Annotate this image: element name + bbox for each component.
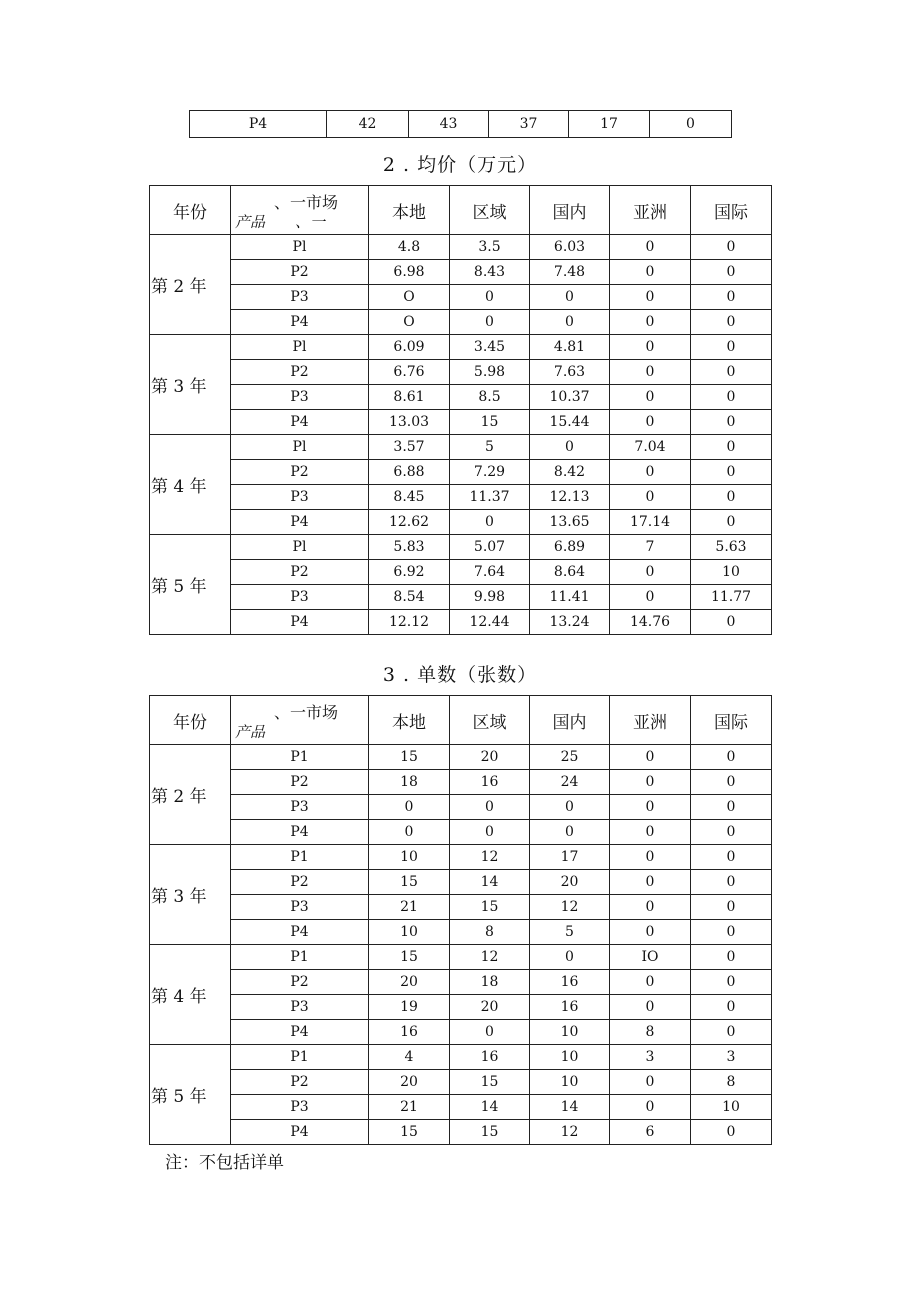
value-cell: 12.44 bbox=[450, 610, 530, 635]
market-header: 亚洲 bbox=[610, 696, 691, 745]
value-cell: 0 bbox=[691, 335, 772, 360]
value-cell: 18 bbox=[450, 970, 530, 995]
table-row bbox=[150, 795, 772, 820]
value-cell: 16 bbox=[450, 1045, 530, 1070]
value-cell: 0 bbox=[610, 745, 691, 770]
table-row bbox=[150, 1020, 772, 1045]
order-count-table bbox=[149, 695, 772, 1145]
product-cell: P1 bbox=[231, 845, 369, 870]
product-cell: P2 bbox=[231, 260, 369, 285]
value-cell: 43 bbox=[409, 111, 489, 138]
value-cell: 12.13 bbox=[530, 485, 610, 510]
value-cell: 37 bbox=[489, 111, 569, 138]
year-cell: 第 4 年 bbox=[150, 945, 231, 1045]
value-cell: 11.37 bbox=[450, 485, 530, 510]
table-row bbox=[150, 310, 772, 335]
value-cell: 7.63 bbox=[530, 360, 610, 385]
header-row bbox=[150, 186, 772, 235]
value-cell: 0 bbox=[530, 435, 610, 460]
value-cell: 0 bbox=[691, 310, 772, 335]
value-cell: 3.57 bbox=[369, 435, 450, 460]
table-row bbox=[150, 820, 772, 845]
product-cell: P1 bbox=[231, 745, 369, 770]
table-row bbox=[150, 510, 772, 535]
product-cell: P3 bbox=[231, 1095, 369, 1120]
value-cell: 12 bbox=[530, 1120, 610, 1145]
value-cell: 0 bbox=[610, 770, 691, 795]
product-header-label: 产品 、一 bbox=[235, 213, 326, 231]
value-cell: 12 bbox=[530, 895, 610, 920]
value-cell: 3 bbox=[691, 1045, 772, 1070]
value-cell: 0 bbox=[691, 820, 772, 845]
table-row bbox=[150, 895, 772, 920]
table-row bbox=[190, 111, 732, 138]
average-price-table bbox=[149, 185, 772, 635]
year-cell: 第 5 年 bbox=[150, 535, 231, 635]
value-cell: 12 bbox=[450, 945, 530, 970]
value-cell: 0 bbox=[691, 1120, 772, 1145]
value-cell: 0 bbox=[610, 260, 691, 285]
year-header: 年份 bbox=[150, 696, 231, 745]
product-cell: P1 bbox=[231, 1045, 369, 1070]
footnote: 注：不包括详单 bbox=[165, 1153, 284, 1173]
value-cell: 0 bbox=[691, 895, 772, 920]
product-cell: P2 bbox=[231, 360, 369, 385]
year-cell: 第 3 年 bbox=[150, 335, 231, 435]
value-cell: 0 bbox=[610, 410, 691, 435]
product-cell: P4 bbox=[231, 610, 369, 635]
value-cell: 0 bbox=[610, 385, 691, 410]
value-cell: 0 bbox=[530, 795, 610, 820]
table-row bbox=[150, 970, 772, 995]
value-cell: 6.92 bbox=[369, 560, 450, 585]
market-header: 国际 bbox=[691, 696, 772, 745]
market-header: 本地 bbox=[369, 696, 450, 745]
value-cell: 0 bbox=[610, 995, 691, 1020]
product-cell: Pl bbox=[231, 235, 369, 260]
value-cell: 0 bbox=[691, 945, 772, 970]
value-cell: 0 bbox=[610, 895, 691, 920]
value-cell: 0 bbox=[530, 820, 610, 845]
table-row bbox=[150, 1095, 772, 1120]
value-cell: 0 bbox=[691, 510, 772, 535]
value-cell: O bbox=[369, 285, 450, 310]
value-cell: 20 bbox=[530, 870, 610, 895]
value-cell: 5.83 bbox=[369, 535, 450, 560]
value-cell: 17 bbox=[530, 845, 610, 870]
value-cell: 6.88 bbox=[369, 460, 450, 485]
market-header: 国内 bbox=[530, 696, 610, 745]
year-cell: 第 2 年 bbox=[150, 745, 231, 845]
value-cell: 7.64 bbox=[450, 560, 530, 585]
value-cell: 4.81 bbox=[530, 335, 610, 360]
market-header: 亚洲 bbox=[610, 186, 691, 235]
value-cell: 18 bbox=[369, 770, 450, 795]
value-cell: 0 bbox=[450, 310, 530, 335]
year-header: 年份 bbox=[150, 186, 231, 235]
product-cell: P1 bbox=[231, 945, 369, 970]
value-cell: 12.12 bbox=[369, 610, 450, 635]
product-cell: Pl bbox=[231, 435, 369, 460]
value-cell: 0 bbox=[691, 285, 772, 310]
value-cell: 0 bbox=[691, 745, 772, 770]
value-cell: 5 bbox=[530, 920, 610, 945]
value-cell: 0 bbox=[530, 945, 610, 970]
value-cell: 0 bbox=[691, 1020, 772, 1045]
value-cell: 11.77 bbox=[691, 585, 772, 610]
product-cell: P3 bbox=[231, 995, 369, 1020]
value-cell: 8.43 bbox=[450, 260, 530, 285]
value-cell: 13.65 bbox=[530, 510, 610, 535]
value-cell: 21 bbox=[369, 1095, 450, 1120]
value-cell: 0 bbox=[691, 995, 772, 1020]
year-cell: 第 4 年 bbox=[150, 435, 231, 535]
value-cell: 5.98 bbox=[450, 360, 530, 385]
value-cell: 42 bbox=[327, 111, 409, 138]
value-cell: 15 bbox=[369, 745, 450, 770]
value-cell: 8 bbox=[610, 1020, 691, 1045]
value-cell: 0 bbox=[369, 795, 450, 820]
table-row bbox=[150, 460, 772, 485]
value-cell: 6 bbox=[610, 1120, 691, 1145]
value-cell: 0 bbox=[610, 485, 691, 510]
value-cell: 0 bbox=[610, 1095, 691, 1120]
table-row bbox=[150, 1070, 772, 1095]
product-cell: P4 bbox=[190, 111, 327, 138]
table-row bbox=[150, 945, 772, 970]
value-cell: 13.03 bbox=[369, 410, 450, 435]
value-cell: 0 bbox=[610, 560, 691, 585]
value-cell: 4 bbox=[369, 1045, 450, 1070]
market-header: 本地 bbox=[369, 186, 450, 235]
table-row bbox=[150, 1045, 772, 1070]
value-cell: 5.07 bbox=[450, 535, 530, 560]
value-cell: 0 bbox=[691, 360, 772, 385]
product-cell: Pl bbox=[231, 335, 369, 360]
table-row bbox=[150, 260, 772, 285]
value-cell: 8.54 bbox=[369, 585, 450, 610]
value-cell: 0 bbox=[650, 111, 732, 138]
product-cell: Pl bbox=[231, 535, 369, 560]
product-cell: P3 bbox=[231, 895, 369, 920]
product-cell: P3 bbox=[231, 585, 369, 610]
table-row bbox=[150, 845, 772, 870]
table-row bbox=[150, 585, 772, 610]
value-cell: 7.04 bbox=[610, 435, 691, 460]
value-cell: 8.42 bbox=[530, 460, 610, 485]
value-cell: 0 bbox=[610, 920, 691, 945]
value-cell: 0 bbox=[369, 820, 450, 845]
value-cell: 0 bbox=[610, 360, 691, 385]
value-cell: 0 bbox=[691, 845, 772, 870]
value-cell: 8.45 bbox=[369, 485, 450, 510]
value-cell: 0 bbox=[610, 335, 691, 360]
value-cell: 13.24 bbox=[530, 610, 610, 635]
table-row bbox=[150, 610, 772, 635]
value-cell: 15 bbox=[450, 1070, 530, 1095]
value-cell: 0 bbox=[691, 870, 772, 895]
product-cell: P2 bbox=[231, 970, 369, 995]
table-row bbox=[150, 285, 772, 310]
value-cell: 0 bbox=[610, 1070, 691, 1095]
value-cell: 6.03 bbox=[530, 235, 610, 260]
value-cell: 17.14 bbox=[610, 510, 691, 535]
product-cell: P3 bbox=[231, 485, 369, 510]
value-cell: 19 bbox=[369, 995, 450, 1020]
value-cell: 9.98 bbox=[450, 585, 530, 610]
value-cell: 8 bbox=[691, 1070, 772, 1095]
market-header-label: 、一市场 bbox=[273, 703, 338, 722]
value-cell: 0 bbox=[610, 585, 691, 610]
value-cell: 0 bbox=[691, 385, 772, 410]
value-cell: 0 bbox=[610, 970, 691, 995]
value-cell: 4.8 bbox=[369, 235, 450, 260]
product-cell: P4 bbox=[231, 920, 369, 945]
value-cell: 0 bbox=[691, 235, 772, 260]
value-cell: 14 bbox=[450, 870, 530, 895]
section-title-order-count: 3 . 单数（张数） bbox=[382, 664, 538, 686]
value-cell: 10.37 bbox=[530, 385, 610, 410]
table-row bbox=[150, 535, 772, 560]
value-cell: 20 bbox=[450, 745, 530, 770]
value-cell: 15.44 bbox=[530, 410, 610, 435]
value-cell: 14 bbox=[530, 1095, 610, 1120]
value-cell: 12.62 bbox=[369, 510, 450, 535]
value-cell: 10 bbox=[530, 1070, 610, 1095]
value-cell: 0 bbox=[691, 460, 772, 485]
section-title-average-price: 2 . 均价（万元） bbox=[382, 154, 538, 176]
value-cell: 14 bbox=[450, 1095, 530, 1120]
product-cell: P2 bbox=[231, 560, 369, 585]
value-cell: 6.76 bbox=[369, 360, 450, 385]
value-cell: 21 bbox=[369, 895, 450, 920]
value-cell: 10 bbox=[691, 560, 772, 585]
value-cell: 0 bbox=[450, 510, 530, 535]
top-fragment-table bbox=[189, 110, 732, 138]
value-cell: 0 bbox=[450, 285, 530, 310]
value-cell: 8.5 bbox=[450, 385, 530, 410]
product-cell: P2 bbox=[231, 870, 369, 895]
value-cell: 12 bbox=[450, 845, 530, 870]
market-product-header bbox=[231, 696, 369, 745]
year-cell: 第 2 年 bbox=[150, 235, 231, 335]
product-cell: P4 bbox=[231, 820, 369, 845]
market-header-label: 、一市场 bbox=[273, 193, 338, 212]
value-cell: 0 bbox=[530, 285, 610, 310]
value-cell: 15 bbox=[450, 895, 530, 920]
value-cell: 15 bbox=[450, 410, 530, 435]
table-row bbox=[150, 435, 772, 460]
value-cell: 0 bbox=[610, 845, 691, 870]
product-cell: P3 bbox=[231, 285, 369, 310]
value-cell: 0 bbox=[691, 435, 772, 460]
value-cell: 24 bbox=[530, 770, 610, 795]
value-cell: 16 bbox=[369, 1020, 450, 1045]
product-cell: P4 bbox=[231, 310, 369, 335]
value-cell: 0 bbox=[610, 235, 691, 260]
value-cell: 3 bbox=[610, 1045, 691, 1070]
value-cell: 15 bbox=[369, 945, 450, 970]
value-cell: 20 bbox=[369, 970, 450, 995]
value-cell: 5 bbox=[450, 435, 530, 460]
year-cell: 第 5 年 bbox=[150, 1045, 231, 1145]
value-cell: 0 bbox=[691, 770, 772, 795]
market-header: 区域 bbox=[450, 696, 530, 745]
value-cell: 20 bbox=[450, 995, 530, 1020]
product-cell: P2 bbox=[231, 1070, 369, 1095]
value-cell: 14.76 bbox=[610, 610, 691, 635]
product-header-label: 产品 bbox=[235, 723, 266, 741]
value-cell: 10 bbox=[691, 1095, 772, 1120]
table-row bbox=[150, 335, 772, 360]
value-cell: 8 bbox=[450, 920, 530, 945]
value-cell: 0 bbox=[450, 1020, 530, 1045]
value-cell: 10 bbox=[530, 1020, 610, 1045]
value-cell: 3.45 bbox=[450, 335, 530, 360]
table-row bbox=[150, 560, 772, 585]
table-row bbox=[150, 485, 772, 510]
value-cell: 16 bbox=[530, 995, 610, 1020]
product-cell: P4 bbox=[231, 510, 369, 535]
value-cell: 0 bbox=[530, 310, 610, 335]
value-cell: 6.98 bbox=[369, 260, 450, 285]
value-cell: 7.29 bbox=[450, 460, 530, 485]
table-row bbox=[150, 385, 772, 410]
value-cell: 0 bbox=[610, 820, 691, 845]
value-cell: 11.41 bbox=[530, 585, 610, 610]
value-cell: 8.64 bbox=[530, 560, 610, 585]
value-cell: 15 bbox=[450, 1120, 530, 1145]
value-cell: 7.48 bbox=[530, 260, 610, 285]
product-cell: P2 bbox=[231, 460, 369, 485]
value-cell: 0 bbox=[691, 795, 772, 820]
value-cell: 0 bbox=[691, 920, 772, 945]
market-header: 国内 bbox=[530, 186, 610, 235]
table-row bbox=[150, 920, 772, 945]
value-cell: 25 bbox=[530, 745, 610, 770]
table-row bbox=[150, 995, 772, 1020]
value-cell: O bbox=[369, 310, 450, 335]
year-cell: 第 3 年 bbox=[150, 845, 231, 945]
table-row bbox=[150, 870, 772, 895]
product-cell: P4 bbox=[231, 1120, 369, 1145]
value-cell: 6.09 bbox=[369, 335, 450, 360]
value-cell: 0 bbox=[691, 485, 772, 510]
value-cell: 15 bbox=[369, 870, 450, 895]
product-cell: P2 bbox=[231, 770, 369, 795]
value-cell: 0 bbox=[610, 285, 691, 310]
value-cell: 20 bbox=[369, 1070, 450, 1095]
value-cell: 0 bbox=[610, 460, 691, 485]
value-cell: 5.63 bbox=[691, 535, 772, 560]
table-row bbox=[150, 235, 772, 260]
value-cell: 7 bbox=[610, 535, 691, 560]
value-cell: 0 bbox=[691, 260, 772, 285]
value-cell: 16 bbox=[530, 970, 610, 995]
market-header: 区域 bbox=[450, 186, 530, 235]
value-cell: 0 bbox=[691, 970, 772, 995]
table-row bbox=[150, 410, 772, 435]
product-cell: P3 bbox=[231, 795, 369, 820]
table-row bbox=[150, 770, 772, 795]
value-cell: 10 bbox=[530, 1045, 610, 1070]
table-row bbox=[150, 1120, 772, 1145]
product-cell: P4 bbox=[231, 410, 369, 435]
header-row bbox=[150, 696, 772, 745]
value-cell: 3.5 bbox=[450, 235, 530, 260]
value-cell: 0 bbox=[450, 820, 530, 845]
value-cell: 17 bbox=[569, 111, 650, 138]
table-row bbox=[150, 745, 772, 770]
value-cell: 0 bbox=[610, 310, 691, 335]
value-cell: 0 bbox=[610, 870, 691, 895]
value-cell: 10 bbox=[369, 920, 450, 945]
market-header: 国际 bbox=[691, 186, 772, 235]
value-cell: IO bbox=[610, 945, 691, 970]
value-cell: 15 bbox=[369, 1120, 450, 1145]
value-cell: 6.89 bbox=[530, 535, 610, 560]
product-cell: P4 bbox=[231, 1020, 369, 1045]
product-cell: P3 bbox=[231, 385, 369, 410]
value-cell: 0 bbox=[691, 610, 772, 635]
value-cell: 0 bbox=[450, 795, 530, 820]
value-cell: 0 bbox=[610, 795, 691, 820]
table-row bbox=[150, 360, 772, 385]
value-cell: 16 bbox=[450, 770, 530, 795]
value-cell: 0 bbox=[691, 410, 772, 435]
market-product-header bbox=[231, 186, 369, 235]
value-cell: 8.61 bbox=[369, 385, 450, 410]
value-cell: 10 bbox=[369, 845, 450, 870]
